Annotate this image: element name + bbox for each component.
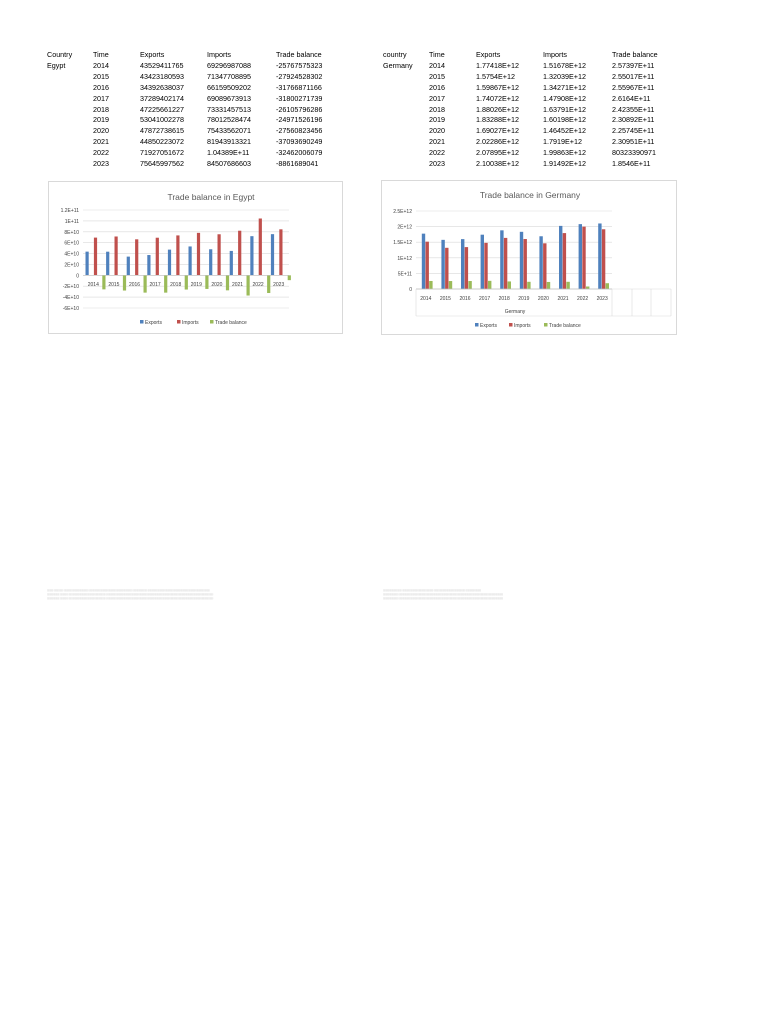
trade-balance-cell[interactable]: -25767575323: [276, 60, 323, 70]
legend-swatch-exports: [140, 320, 144, 324]
header-time[interactable]: Time: [429, 50, 445, 59]
faint-text-line: ░░░░░░░░ ░░░░░ ░░░░░░░░░░░░░░░░░░░░░░░░ ░░░░░░░░░░░░░░░░░░░░░░░░░░░░░░░░░░░░░░░░░░░░░░░░░░░░░░░░░░░░░░░░░░░░░: [47, 598, 214, 600]
country-cell[interactable]: Egypt: [47, 60, 66, 70]
trade-balance-cell[interactable]: 2.6164E+11: [612, 93, 651, 103]
bar-trade-balance[interactable]: [488, 281, 491, 289]
x-tick-label: 2019: [518, 296, 530, 302]
trade-balance-cell[interactable]: -27560823456: [276, 126, 323, 136]
x-tick-label: 2018: [498, 296, 510, 302]
legend-swatch-imports: [509, 323, 513, 327]
trade-balance-cell[interactable]: 2.55017E+11: [612, 71, 655, 81]
legend-swatch-trade-balance: [544, 323, 548, 327]
bar-exports[interactable]: [250, 236, 253, 275]
exports-cell[interactable]: 43423180593: [140, 71, 184, 81]
exports-cell[interactable]: 1.59867E+12: [476, 82, 519, 92]
bar-imports[interactable]: [197, 233, 200, 275]
faint-text-line: ░░░░░░░░░░░░ ░░░░░░░░░░░░░░░░░░░░ ░░░░░░░░░░░░░░░░░░░░ ░░░░░░░░░░: [383, 590, 481, 592]
bar-imports[interactable]: [465, 247, 468, 289]
table-header-row: [383, 50, 682, 61]
legend-label-exports[interactable]: Exports: [145, 320, 162, 326]
bar-imports[interactable]: [582, 227, 585, 289]
time-cell[interactable]: 2019: [429, 115, 445, 125]
imports-cell[interactable]: 78012528474: [207, 115, 251, 125]
bar-exports[interactable]: [422, 234, 425, 289]
exports-cell[interactable]: 2.02286E+12: [476, 137, 519, 147]
time-cell[interactable]: 2020: [93, 126, 109, 136]
trade-balance-cell[interactable]: 2.55967E+11: [612, 82, 655, 92]
imports-cell[interactable]: 1.34271E+12: [543, 82, 586, 92]
bar-exports[interactable]: [168, 250, 171, 276]
table-row: [47, 72, 346, 83]
imports-cell[interactable]: 84507686603: [207, 159, 251, 169]
bar-imports[interactable]: [504, 238, 507, 289]
germany-chart-svg: [382, 181, 678, 336]
bar-imports[interactable]: [602, 229, 605, 289]
imports-cell[interactable]: 1.7919E+12: [543, 137, 582, 147]
germany-data-table: [383, 50, 682, 170]
table-header-row: [47, 50, 346, 61]
faint-text-line: ░░░░░░░░░░ ░░░░░░░░░░░░░░░░░░░░░░░░░░░░░░░░░░░░░░░░░░░░░░░░░░░░░░░░░░░░░░░░░░░: [383, 594, 503, 596]
table-row: [383, 83, 682, 94]
time-cell[interactable]: 2022: [93, 148, 109, 158]
bar-exports[interactable]: [271, 234, 274, 275]
y-tick-label: -4E+10: [62, 295, 79, 302]
country-cell[interactable]: [383, 83, 429, 94]
bar-imports[interactable]: [259, 218, 262, 275]
time-cell[interactable]: 2018: [429, 104, 445, 114]
time-cell[interactable]: 2015: [93, 71, 109, 81]
time-cell[interactable]: 2017: [93, 93, 109, 103]
country-cell[interactable]: [383, 148, 429, 159]
y-tick-label: 6E+10: [64, 240, 79, 247]
legend-label-exports[interactable]: Exports: [480, 323, 497, 329]
trade-balance-cell[interactable]: -37093690249: [276, 137, 323, 147]
header-exports[interactable]: Exports: [140, 50, 165, 59]
y-tick-label: 8E+10: [64, 229, 79, 236]
bar-imports[interactable]: [563, 233, 566, 289]
country-cell[interactable]: [383, 115, 429, 126]
exports-cell[interactable]: 43529411765: [140, 60, 184, 70]
y-tick-label: 4E+10: [64, 251, 79, 258]
faint-text-line: ░░░░ ░░░░░░ ░░░░░░░░░░░░░░░░ ░░░░░░░░░░░░░░░░░░░░░░░░░░░░ ░░░░░░░░░ ░░░░░░░░░░░░░░░░░░░░░░░░░░░░░░░░░░░░░░░░: [47, 590, 210, 592]
x-tick-label: 2023: [596, 296, 608, 302]
bar-trade-balance[interactable]: [123, 275, 126, 290]
bar-imports[interactable]: [94, 238, 97, 276]
header-imports[interactable]: Imports: [543, 50, 567, 59]
exports-cell[interactable]: 2.10038E+12: [476, 159, 519, 169]
header-trade-balance[interactable]: Trade balance: [276, 50, 322, 59]
germany-trade-chart[interactable]: [381, 180, 677, 335]
imports-cell[interactable]: 75433562071: [207, 126, 251, 136]
country-cell[interactable]: [47, 126, 93, 137]
x-tick-label: 2014: [420, 296, 432, 302]
chart-title: Trade balance in Egypt: [167, 192, 255, 202]
y-tick-label: -6E+10: [62, 306, 79, 312]
country-cell[interactable]: [383, 159, 429, 170]
time-cell[interactable]: 2021: [429, 137, 445, 147]
bar-trade-balance[interactable]: [288, 275, 291, 280]
country-cell[interactable]: [383, 126, 429, 137]
imports-cell[interactable]: 1.63791E+12: [543, 104, 586, 114]
bar-exports[interactable]: [147, 255, 150, 275]
exports-cell[interactable]: 53041002278: [140, 115, 184, 125]
x-tick-label: 2020: [211, 282, 223, 288]
bar-exports[interactable]: [559, 226, 562, 289]
time-cell[interactable]: 2023: [93, 159, 109, 169]
trade-balance-cell[interactable]: 2.25745E+11: [612, 126, 655, 136]
x-axis-title: Germany: [504, 309, 526, 315]
exports-cell[interactable]: 1.77418E+12: [476, 60, 519, 70]
legend-label-imports[interactable]: Imports: [182, 320, 199, 326]
bar-imports[interactable]: [238, 231, 241, 276]
bar-trade-balance[interactable]: [185, 275, 188, 289]
table-row: [383, 137, 682, 148]
bar-imports[interactable]: [115, 236, 118, 275]
bar-trade-balance[interactable]: [164, 275, 167, 292]
exports-cell[interactable]: 71927051672: [140, 148, 184, 158]
bar-exports[interactable]: [598, 223, 601, 289]
header-exports[interactable]: Exports: [476, 50, 501, 59]
exports-cell[interactable]: 1.74072E+12: [476, 93, 519, 103]
bar-exports[interactable]: [86, 252, 89, 276]
time-cell[interactable]: 2019: [93, 115, 109, 125]
imports-cell[interactable]: 1.04389E+11: [207, 148, 250, 158]
trade-balance-cell[interactable]: -31800271739: [276, 93, 323, 103]
legend-label-trade-balance[interactable]: Trade balance: [549, 323, 581, 329]
imports-cell[interactable]: 1.46452E+12: [543, 126, 586, 136]
bar-trade-balance[interactable]: [144, 275, 147, 292]
table-row: [383, 159, 682, 170]
y-tick-label: 2.5E+12: [393, 209, 412, 215]
legend-swatch-exports: [475, 323, 479, 327]
exports-cell[interactable]: 1.83288E+12: [476, 115, 519, 125]
table-row: [47, 137, 346, 148]
time-cell[interactable]: 2023: [429, 159, 445, 169]
imports-cell[interactable]: 1.99863E+12: [543, 148, 586, 158]
x-tick-label: 2018: [170, 282, 182, 288]
time-cell[interactable]: 2020: [429, 126, 445, 136]
table-row: [47, 105, 346, 116]
table-row: [383, 105, 682, 116]
exports-cell[interactable]: 1.5754E+12: [476, 71, 515, 81]
exports-cell[interactable]: 2.07895E+12: [476, 148, 519, 158]
bar-imports[interactable]: [135, 239, 138, 275]
table-row: [383, 126, 682, 137]
country-cell[interactable]: [47, 115, 93, 126]
table-row: [383, 94, 682, 105]
imports-cell[interactable]: 81943913321: [207, 137, 251, 147]
bar-trade-balance[interactable]: [566, 282, 569, 289]
exports-cell[interactable]: 47872738615: [140, 126, 184, 136]
country-cell[interactable]: [383, 137, 429, 148]
x-tick-label: 2014: [87, 282, 99, 288]
y-tick-label: -2E+10: [62, 284, 79, 291]
faint-background-text: [47, 590, 717, 604]
time-cell[interactable]: 2015: [429, 71, 445, 81]
legend-swatch-trade-balance: [210, 320, 214, 324]
country-cell[interactable]: Germany: [383, 60, 413, 70]
egypt-chart-svg: [49, 182, 344, 335]
egypt-trade-chart[interactable]: [48, 181, 343, 334]
bar-exports[interactable]: [127, 257, 130, 276]
country-cell[interactable]: [47, 159, 93, 170]
y-tick-label: 0: [409, 287, 412, 293]
y-tick-label: 1E+11: [64, 218, 79, 225]
bar-exports[interactable]: [209, 249, 212, 275]
bar-exports[interactable]: [539, 236, 542, 289]
x-tick-label: 2021: [231, 282, 244, 288]
time-cell[interactable]: 2014: [93, 60, 109, 70]
bar-trade-balance[interactable]: [508, 281, 511, 289]
table-row: [47, 126, 346, 137]
table-row: [383, 115, 682, 126]
bar-imports[interactable]: [445, 248, 448, 289]
x-tick-label: 2016: [459, 296, 471, 302]
faint-text-line: ░░░░░░░░░░ ░░░░░░░░░░░░░░░░░░░░░░░░░░░░░░░░░░░░░░░░░░░░░░░░░░░░░░░░░░░░░░░░░░░: [383, 598, 503, 600]
y-tick-label: 5E+11: [397, 271, 412, 278]
imports-cell[interactable]: 66159509202: [207, 82, 251, 92]
imports-cell[interactable]: 1.51678E+12: [543, 60, 586, 70]
bar-trade-balance[interactable]: [102, 275, 105, 289]
table-row: [383, 61, 682, 72]
bar-imports[interactable]: [524, 239, 527, 289]
trade-balance-cell[interactable]: 80323390971: [612, 148, 656, 158]
trade-balance-cell[interactable]: -8861689041: [276, 159, 319, 169]
bar-trade-balance[interactable]: [527, 282, 530, 289]
bar-trade-balance[interactable]: [449, 281, 452, 289]
time-cell[interactable]: 2017: [429, 93, 445, 103]
faint-text-line: ░░░░░░░░ ░░░░░ ░░░░░░░░░░░░░░░░░░░░░░░░ ░░░░░░░░░░░░░░░░░░░░░░░░░░░░░░░░░░░░░░░░░░░░░░░░░░░░░░░░░░░░░░░░░░░░░: [47, 594, 214, 596]
trade-balance-cell[interactable]: -24971526196: [276, 115, 323, 125]
table-row: [47, 94, 346, 105]
imports-cell[interactable]: 1.91492E+12: [543, 159, 586, 169]
bar-imports[interactable]: [484, 243, 487, 289]
bar-imports[interactable]: [426, 242, 429, 289]
trade-balance-cell[interactable]: -27924528302: [276, 71, 323, 81]
imports-cell[interactable]: 69089673913: [207, 93, 251, 103]
trade-balance-cell[interactable]: 2.42355E+11: [612, 104, 655, 114]
bar-trade-balance[interactable]: [226, 275, 229, 290]
time-cell[interactable]: 2022: [429, 148, 445, 158]
y-tick-label: 0: [76, 273, 79, 280]
imports-cell[interactable]: 71347708895: [207, 71, 251, 81]
bar-exports[interactable]: [579, 224, 582, 289]
header-imports[interactable]: Imports: [207, 50, 231, 59]
x-tick-label: 2019: [190, 282, 202, 288]
x-tick-label: 2017: [479, 296, 491, 302]
chart-title: Trade balance in Germany: [479, 190, 581, 200]
exports-cell[interactable]: 47225661227: [140, 104, 184, 114]
bar-trade-balance[interactable]: [267, 275, 270, 293]
exports-cell[interactable]: 44850223072: [140, 137, 184, 147]
country-cell[interactable]: [47, 105, 93, 116]
table-row: [383, 148, 682, 159]
bar-imports[interactable]: [156, 238, 159, 276]
table-row: [383, 72, 682, 83]
imports-cell[interactable]: 69296987088: [207, 60, 251, 70]
y-tick-label: 2E+10: [64, 262, 79, 269]
x-tick-label: 2022: [577, 296, 589, 302]
y-tick-label: 1.5E+12: [393, 240, 412, 247]
country-cell[interactable]: [47, 148, 93, 159]
bar-exports[interactable]: [481, 235, 484, 289]
bar-imports[interactable]: [543, 243, 546, 289]
trade-balance-cell[interactable]: 2.57397E+11: [612, 60, 655, 70]
bar-imports[interactable]: [279, 229, 282, 275]
bar-trade-balance[interactable]: [586, 286, 589, 289]
exports-cell[interactable]: 1.88026E+12: [476, 104, 519, 114]
x-tick-label: 2016: [128, 282, 141, 288]
y-tick-label: 2E+12: [397, 224, 412, 231]
country-cell[interactable]: [383, 72, 429, 83]
exports-cell[interactable]: 37289402174: [140, 93, 184, 103]
table-row: [47, 61, 346, 72]
header-country[interactable]: country: [383, 50, 407, 59]
x-tick-label: 2020: [537, 296, 549, 302]
x-tick-label: 2022: [252, 282, 264, 288]
bar-exports[interactable]: [520, 232, 523, 289]
legend-label-imports[interactable]: Imports: [514, 323, 531, 329]
table-row: [47, 159, 346, 170]
bar-exports[interactable]: [189, 246, 192, 275]
bar-exports[interactable]: [461, 239, 464, 289]
time-cell[interactable]: 2016: [93, 82, 109, 92]
bar-trade-balance[interactable]: [429, 281, 432, 289]
header-country[interactable]: Country: [47, 50, 73, 59]
imports-cell[interactable]: 1.60198E+12: [543, 115, 586, 125]
table-row: [47, 148, 346, 159]
exports-cell[interactable]: 34392638037: [140, 82, 184, 92]
x-tick-label: 2017: [149, 282, 161, 288]
x-tick-label: 2023: [273, 282, 285, 288]
imports-cell[interactable]: 73331457513: [207, 104, 251, 114]
bar-exports[interactable]: [441, 240, 444, 289]
egypt-data-table: [47, 50, 346, 170]
imports-cell[interactable]: 1.47908E+12: [543, 93, 586, 103]
x-tick-label: 2021: [557, 296, 569, 302]
trade-balance-cell[interactable]: -26105796286: [276, 104, 323, 114]
time-cell[interactable]: 2021: [93, 137, 109, 147]
bar-trade-balance[interactable]: [606, 283, 609, 289]
bar-exports[interactable]: [230, 251, 233, 275]
country-cell[interactable]: [47, 137, 93, 148]
country-cell[interactable]: [383, 105, 429, 116]
time-cell[interactable]: 2018: [93, 104, 109, 114]
bar-trade-balance[interactable]: [205, 275, 208, 289]
bar-exports[interactable]: [106, 252, 109, 276]
country-cell[interactable]: [47, 72, 93, 83]
legend-swatch-imports: [177, 320, 181, 324]
trade-balance-cell[interactable]: 2.30951E+11: [612, 137, 655, 147]
country-cell[interactable]: [47, 83, 93, 94]
header-time[interactable]: Time: [93, 50, 109, 59]
x-tick-label: 2015: [439, 296, 451, 302]
bar-trade-balance[interactable]: [247, 275, 250, 295]
bar-trade-balance[interactable]: [468, 281, 471, 289]
trade-balance-cell[interactable]: -31766871166: [276, 82, 322, 92]
time-cell[interactable]: 2014: [429, 60, 445, 70]
exports-cell[interactable]: 1.69027E+12: [476, 126, 519, 136]
legend-label-trade-balance[interactable]: Trade balance: [215, 320, 247, 326]
y-tick-label: 1E+12: [397, 255, 412, 262]
imports-cell[interactable]: 1.32039E+12: [543, 71, 586, 81]
trade-balance-cell[interactable]: 2.30892E+11: [612, 115, 655, 125]
y-tick-label: 1.2E+11: [60, 208, 79, 214]
bar-imports[interactable]: [176, 235, 179, 275]
bar-trade-balance[interactable]: [547, 282, 550, 289]
header-trade-balance[interactable]: Trade balance: [612, 50, 658, 59]
exports-cell[interactable]: 75645997562: [140, 159, 184, 169]
country-cell[interactable]: [47, 94, 93, 105]
country-cell[interactable]: [383, 94, 429, 105]
table-row: [47, 83, 346, 94]
trade-balance-cell[interactable]: -32462006079: [276, 148, 323, 158]
x-tick-label: 2015: [108, 282, 120, 288]
table-row: [47, 115, 346, 126]
time-cell[interactable]: 2016: [429, 82, 445, 92]
trade-balance-cell[interactable]: 1.8546E+11: [612, 159, 651, 169]
bar-exports[interactable]: [500, 230, 503, 289]
bar-imports[interactable]: [218, 234, 221, 275]
